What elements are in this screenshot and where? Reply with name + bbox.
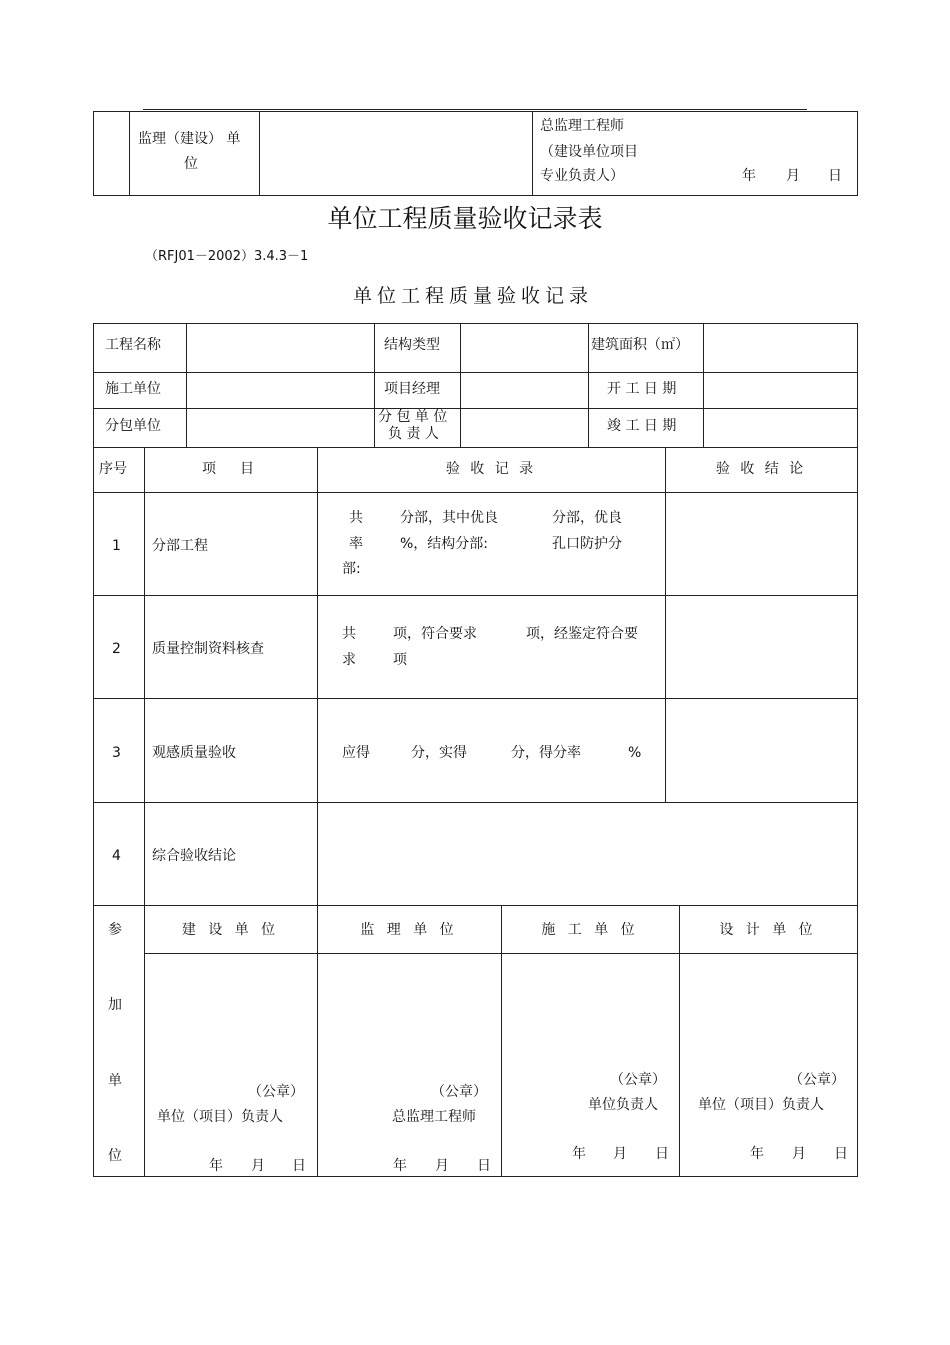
- grid-line: [93, 195, 858, 196]
- record-text: %，结构分部:: [400, 536, 489, 552]
- subcontract-head-label-2: 负 责 人: [388, 426, 439, 442]
- document-title: 单位工程质量验收记录表: [327, 204, 603, 233]
- grid-line: [93, 595, 858, 596]
- signer-label: 单位负责人: [588, 1097, 658, 1113]
- subcontract-head-label: 分 包 单 位: [378, 409, 448, 425]
- grid-line: [259, 111, 260, 196]
- header-construction-unit: 施 工 单 位: [541, 922, 639, 938]
- grid-line: [129, 111, 130, 196]
- row-no: 2: [112, 641, 121, 657]
- row-item: 观感质量验收: [152, 745, 236, 761]
- date-day: 日: [655, 1146, 669, 1162]
- date-month: 月: [613, 1146, 627, 1162]
- grid-line: [857, 111, 858, 196]
- row-item: 综合验收结论: [152, 848, 236, 864]
- record-text: 分，实得: [411, 745, 467, 761]
- grid-line: [93, 802, 858, 803]
- supervisor-unit-label-cont: 位: [184, 156, 198, 172]
- record-text: 部:: [342, 561, 361, 577]
- seal-label: （公章）: [789, 1072, 845, 1088]
- grid-line: [144, 447, 145, 1177]
- subcontract-unit-label: 分包单位: [105, 418, 161, 434]
- col-header-record: 验 收 记 录: [445, 461, 537, 477]
- grid-line: [679, 905, 680, 1177]
- building-area-label: 建筑面积（㎡）: [591, 337, 689, 353]
- col-header-item: 项 目: [202, 461, 259, 477]
- seal-label: （公章）: [431, 1084, 487, 1100]
- header-owner-unit: 建 设 单 位: [181, 922, 280, 938]
- row-no: 4: [112, 848, 121, 864]
- document-subtitle: 单位工程质量验收记录: [352, 285, 593, 307]
- grid-line: [93, 111, 858, 112]
- grid-line: [93, 111, 94, 196]
- date-month: 月: [435, 1158, 449, 1174]
- grid-line: [93, 323, 858, 324]
- grid-line: [93, 905, 858, 906]
- date-month: 月: [786, 168, 800, 184]
- col-header-conclusion: 验 收 结 论: [715, 461, 807, 477]
- record-text: 项，符合要求: [393, 626, 477, 642]
- grid-line: [93, 447, 858, 448]
- seal-label: （公章）: [248, 1084, 304, 1100]
- participants-side-label: 单: [108, 1073, 122, 1089]
- chief-supervisor-label-2: （建设单位项目: [540, 144, 638, 160]
- col-header-no: 序号: [99, 461, 127, 477]
- grid-line: [460, 323, 461, 448]
- grid-line: [703, 323, 704, 448]
- record-text: 共: [342, 626, 356, 642]
- project-name-label: 工程名称: [105, 337, 161, 353]
- grid-line: [501, 905, 502, 1177]
- record-text: 率: [349, 536, 363, 552]
- grid-line: [588, 323, 589, 448]
- supervisor-unit-label: 监理（建设） 单: [138, 131, 241, 147]
- record-text: 共: [349, 510, 363, 526]
- record-text: %: [628, 745, 642, 761]
- seal-label: （公章）: [610, 1072, 666, 1088]
- row-item: 质量控制资料核查: [152, 641, 264, 657]
- date-day: 日: [292, 1158, 306, 1174]
- record-text: 孔口防护分: [552, 536, 622, 552]
- record-text: 分部，其中优良: [400, 510, 498, 526]
- date-year: 年: [750, 1146, 764, 1162]
- document-code: （RFJ01－2002）3.4.3－1: [145, 249, 309, 264]
- grid-line: [665, 447, 666, 803]
- participants-side-label: 加: [108, 997, 122, 1013]
- date-month: 月: [792, 1146, 806, 1162]
- grid-line: [317, 447, 318, 1177]
- date-month: 月: [251, 1158, 265, 1174]
- grid-line: [93, 323, 94, 1177]
- grid-line: [532, 111, 533, 196]
- record-text: 分，得分率: [511, 745, 581, 761]
- record-text: 项，经鉴定符合要: [526, 626, 638, 642]
- date-day: 日: [477, 1158, 491, 1174]
- date-year: 年: [393, 1158, 407, 1174]
- construction-unit-label: 施工单位: [105, 381, 161, 397]
- structure-type-label: 结构类型: [384, 337, 440, 353]
- header-supervision-unit: 监 理 单 位: [360, 922, 458, 938]
- signer-label: 单位（项目）负责人: [698, 1097, 824, 1113]
- signer-label: 总监理工程师: [392, 1109, 476, 1125]
- date-year: 年: [742, 168, 756, 184]
- grid-line: [93, 698, 858, 699]
- grid-line: [93, 408, 858, 409]
- signer-label: 单位（项目）负责人: [157, 1109, 283, 1125]
- start-date-label: 开 工 日 期: [607, 381, 677, 397]
- grid-line: [93, 372, 858, 373]
- record-text: 应得: [342, 745, 370, 761]
- row-no: 1: [112, 538, 121, 554]
- date-year: 年: [572, 1146, 586, 1162]
- top-rule: [143, 109, 807, 110]
- chief-supervisor-label-3: 专业负责人）: [540, 168, 624, 184]
- record-text: 项: [393, 652, 407, 668]
- chief-supervisor-label: 总监理工程师: [540, 118, 624, 134]
- row-item: 分部工程: [152, 538, 208, 554]
- participants-side-label: 参: [108, 922, 122, 938]
- record-text: 分部，优良: [552, 510, 622, 526]
- grid-line: [374, 323, 375, 448]
- grid-line: [186, 323, 187, 448]
- grid-line: [857, 323, 858, 1177]
- completion-date-label: 竣 工 日 期: [607, 418, 677, 434]
- grid-line: [93, 1176, 858, 1177]
- grid-line: [93, 492, 858, 493]
- date-day: 日: [834, 1146, 848, 1162]
- record-text: 求: [342, 652, 356, 668]
- date-year: 年: [209, 1158, 223, 1174]
- header-design-unit: 设 计 单 位: [719, 922, 817, 938]
- date-day: 日: [828, 168, 842, 184]
- participants-side-label: 位: [108, 1148, 122, 1164]
- project-manager-label: 项目经理: [384, 381, 440, 397]
- row-no: 3: [112, 745, 121, 761]
